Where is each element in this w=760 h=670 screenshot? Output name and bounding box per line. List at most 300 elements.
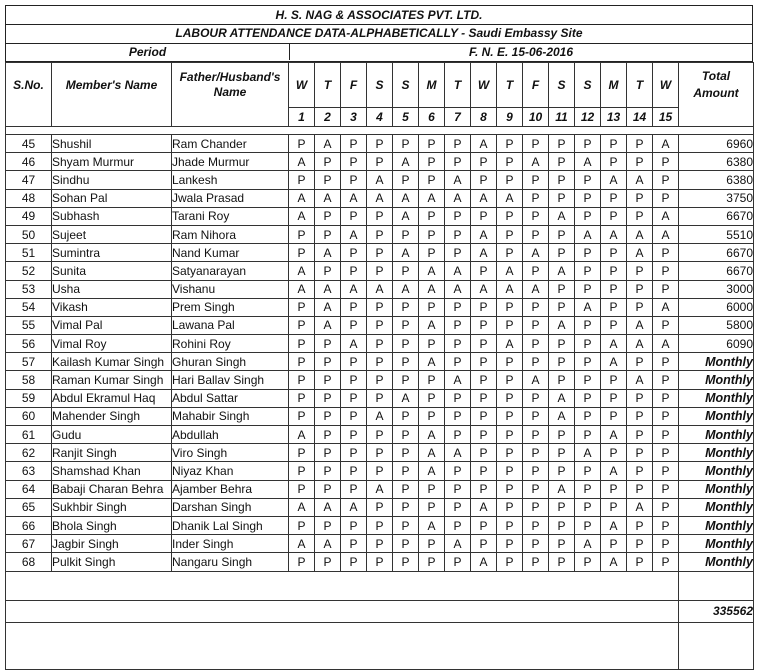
- serial-number: 58: [6, 371, 52, 389]
- attendance-mark: P: [367, 426, 393, 444]
- day-header: T: [497, 63, 523, 108]
- serial-number: 50: [6, 225, 52, 243]
- table-row: [6, 407, 754, 425]
- attendance-mark: P: [627, 353, 653, 371]
- attendance-mark: P: [289, 335, 315, 353]
- father-name: Prem Singh: [172, 298, 289, 316]
- attendance-mark: A: [419, 444, 445, 462]
- attendance-mark: P: [341, 244, 367, 262]
- attendance-mark: P: [523, 426, 549, 444]
- attendance-mark: A: [445, 371, 471, 389]
- member-name: Vimal Roy: [52, 335, 172, 353]
- attendance-mark: A: [523, 280, 549, 298]
- father-name-header: Father/Husband's Name: [172, 63, 289, 108]
- attendance-mark: P: [367, 298, 393, 316]
- table-row: [6, 498, 754, 516]
- attendance-mark: P: [289, 553, 315, 571]
- attendance-mark: P: [523, 480, 549, 498]
- member-name: Jagbir Singh: [52, 535, 172, 553]
- attendance-mark: P: [627, 135, 653, 153]
- serial-number: 60: [6, 407, 52, 425]
- table-row: [6, 516, 754, 534]
- serial-number: 54: [6, 298, 52, 316]
- attendance-mark: A: [601, 553, 627, 571]
- day-header: M: [419, 63, 445, 108]
- attendance-mark: A: [289, 498, 315, 516]
- attendance-mark: P: [523, 389, 549, 407]
- serial-number: 62: [6, 444, 52, 462]
- attendance-mark: P: [315, 225, 341, 243]
- attendance-mark: A: [471, 244, 497, 262]
- attendance-mark: P: [393, 262, 419, 280]
- attendance-mark: P: [315, 353, 341, 371]
- attendance-mark: P: [549, 535, 575, 553]
- attendance-mark: A: [471, 225, 497, 243]
- attendance-mark: P: [471, 153, 497, 171]
- attendance-mark: A: [393, 389, 419, 407]
- attendance-mark: P: [289, 389, 315, 407]
- period-label: Period: [128, 45, 167, 59]
- attendance-mark: P: [471, 516, 497, 534]
- attendance-mark: P: [367, 135, 393, 153]
- attendance-table: [5, 62, 754, 670]
- attendance-mark: P: [289, 462, 315, 480]
- attendance-mark: A: [549, 207, 575, 225]
- attendance-mark: A: [601, 353, 627, 371]
- day-header: W: [471, 63, 497, 108]
- total-amount: Monthly: [679, 353, 754, 371]
- attendance-mark: P: [445, 316, 471, 334]
- table-row: [6, 535, 754, 553]
- member-name: Kailash Kumar Singh: [52, 353, 172, 371]
- attendance-mark: P: [601, 444, 627, 462]
- attendance-mark: A: [471, 135, 497, 153]
- sheet-subtitle: LABOUR ATTENDANCE DATA-ALPHABETICALLY - Saudi Embassy Site: [5, 25, 753, 44]
- attendance-mark: P: [471, 262, 497, 280]
- attendance-mark: P: [289, 298, 315, 316]
- member-name: Sohan Pal: [52, 189, 172, 207]
- attendance-mark: P: [549, 444, 575, 462]
- attendance-mark: P: [627, 535, 653, 553]
- attendance-mark: P: [523, 189, 549, 207]
- attendance-mark: P: [653, 262, 679, 280]
- attendance-mark: P: [653, 280, 679, 298]
- father-name: Vishanu: [172, 280, 289, 298]
- day-header: T: [627, 63, 653, 108]
- attendance-mark: P: [549, 171, 575, 189]
- attendance-mark: P: [289, 371, 315, 389]
- serial-number: 63: [6, 462, 52, 480]
- attendance-mark: P: [393, 426, 419, 444]
- attendance-mark: P: [445, 298, 471, 316]
- attendance-mark: P: [367, 262, 393, 280]
- attendance-mark: P: [471, 207, 497, 225]
- attendance-mark: P: [523, 516, 549, 534]
- attendance-mark: P: [315, 426, 341, 444]
- attendance-mark: P: [627, 462, 653, 480]
- father-name: Ajamber Behra: [172, 480, 289, 498]
- attendance-mark: A: [289, 426, 315, 444]
- serial-number: 55: [6, 316, 52, 334]
- attendance-mark: P: [575, 135, 601, 153]
- attendance-mark: A: [341, 189, 367, 207]
- attendance-mark: A: [393, 280, 419, 298]
- day-header: W: [653, 63, 679, 108]
- attendance-mark: P: [471, 426, 497, 444]
- attendance-mark: A: [315, 535, 341, 553]
- table-row: [6, 462, 754, 480]
- attendance-mark: P: [419, 535, 445, 553]
- member-name: Shushil: [52, 135, 172, 153]
- fortnight-ending: F. N. E. 15-06-2016: [289, 44, 752, 60]
- attendance-mark: A: [341, 280, 367, 298]
- attendance-mark: P: [393, 316, 419, 334]
- member-name: Abdul Ekramul Haq: [52, 389, 172, 407]
- attendance-mark: P: [471, 407, 497, 425]
- attendance-mark: P: [549, 244, 575, 262]
- total-amount: 5510: [679, 225, 754, 243]
- attendance-mark: P: [497, 316, 523, 334]
- serial-number: 53: [6, 280, 52, 298]
- attendance-mark: P: [653, 535, 679, 553]
- attendance-mark: A: [419, 280, 445, 298]
- attendance-mark: P: [549, 516, 575, 534]
- attendance-mark: P: [393, 480, 419, 498]
- attendance-mark: A: [549, 262, 575, 280]
- father-name: Tarani Roy: [172, 207, 289, 225]
- member-name: Sujeet: [52, 225, 172, 243]
- attendance-mark: P: [575, 189, 601, 207]
- attendance-mark: P: [445, 389, 471, 407]
- attendance-rows: [6, 135, 754, 572]
- attendance-mark: P: [367, 316, 393, 334]
- attendance-mark: A: [471, 498, 497, 516]
- attendance-mark: A: [575, 298, 601, 316]
- attendance-mark: P: [497, 535, 523, 553]
- member-name: Ranjit Singh: [52, 444, 172, 462]
- attendance-mark: P: [549, 135, 575, 153]
- attendance-mark: P: [341, 298, 367, 316]
- attendance-mark: P: [393, 516, 419, 534]
- attendance-mark: P: [497, 462, 523, 480]
- attendance-mark: P: [289, 516, 315, 534]
- serial-number: 65: [6, 498, 52, 516]
- attendance-mark: P: [341, 444, 367, 462]
- father-name: Jhade Murmur: [172, 153, 289, 171]
- attendance-mark: P: [497, 353, 523, 371]
- attendance-mark: P: [445, 335, 471, 353]
- attendance-mark: A: [575, 444, 601, 462]
- attendance-mark: P: [445, 153, 471, 171]
- attendance-mark: A: [601, 225, 627, 243]
- attendance-mark: P: [471, 316, 497, 334]
- day-header: S: [575, 63, 601, 108]
- attendance-mark: A: [627, 316, 653, 334]
- attendance-mark: P: [653, 171, 679, 189]
- attendance-mark: A: [471, 280, 497, 298]
- attendance-mark: P: [419, 389, 445, 407]
- attendance-mark: P: [367, 389, 393, 407]
- attendance-mark: P: [549, 225, 575, 243]
- day-header: S: [393, 63, 419, 108]
- attendance-mark: P: [471, 353, 497, 371]
- attendance-mark: P: [393, 407, 419, 425]
- attendance-mark: P: [627, 426, 653, 444]
- attendance-mark: A: [653, 335, 679, 353]
- attendance-mark: A: [653, 298, 679, 316]
- attendance-mark: P: [601, 280, 627, 298]
- total-amount: Monthly: [679, 444, 754, 462]
- attendance-mark: P: [445, 225, 471, 243]
- attendance-mark: P: [341, 462, 367, 480]
- day-header: S: [367, 63, 393, 108]
- attendance-mark: P: [523, 407, 549, 425]
- attendance-mark: A: [627, 171, 653, 189]
- attendance-mark: A: [341, 498, 367, 516]
- attendance-mark: P: [575, 316, 601, 334]
- day-number: 1: [289, 108, 315, 127]
- attendance-mark: P: [575, 353, 601, 371]
- attendance-mark: A: [419, 462, 445, 480]
- attendance-mark: P: [627, 444, 653, 462]
- attendance-mark: P: [419, 207, 445, 225]
- attendance-mark: P: [393, 553, 419, 571]
- attendance-mark: P: [445, 480, 471, 498]
- member-name: Shyam Murmur: [52, 153, 172, 171]
- attendance-mark: P: [367, 353, 393, 371]
- grand-total: 335562: [679, 600, 754, 622]
- father-name: Hari Ballav Singh: [172, 371, 289, 389]
- attendance-mark: A: [419, 262, 445, 280]
- attendance-mark: P: [367, 535, 393, 553]
- father-name: Abdullah: [172, 426, 289, 444]
- attendance-mark: P: [497, 553, 523, 571]
- total-amount: 6000: [679, 298, 754, 316]
- attendance-mark: P: [445, 498, 471, 516]
- table-row: [6, 135, 754, 153]
- attendance-mark: P: [497, 135, 523, 153]
- attendance-mark: P: [653, 426, 679, 444]
- attendance-mark: P: [315, 480, 341, 498]
- father-name: Inder Singh: [172, 535, 289, 553]
- attendance-mark: P: [419, 498, 445, 516]
- attendance-mark: A: [367, 280, 393, 298]
- father-name: Lankesh: [172, 171, 289, 189]
- attendance-mark: P: [497, 207, 523, 225]
- table-row: [6, 280, 754, 298]
- total-amount: 3000: [679, 280, 754, 298]
- attendance-mark: A: [627, 371, 653, 389]
- attendance-mark: P: [445, 207, 471, 225]
- attendance-mark: A: [315, 498, 341, 516]
- attendance-mark: P: [367, 462, 393, 480]
- member-name: Subhash: [52, 207, 172, 225]
- attendance-mark: P: [393, 171, 419, 189]
- attendance-mark: P: [341, 316, 367, 334]
- serial-number: 59: [6, 389, 52, 407]
- attendance-mark: A: [419, 189, 445, 207]
- total-amount: Monthly: [679, 535, 754, 553]
- member-name: Sukhbir Singh: [52, 498, 172, 516]
- attendance-mark: P: [419, 335, 445, 353]
- attendance-mark: P: [653, 153, 679, 171]
- attendance-mark: P: [601, 316, 627, 334]
- day-header: F: [523, 63, 549, 108]
- attendance-mark: P: [627, 262, 653, 280]
- attendance-mark: P: [601, 135, 627, 153]
- attendance-mark: P: [393, 371, 419, 389]
- attendance-mark: P: [341, 135, 367, 153]
- attendance-mark: P: [523, 535, 549, 553]
- father-name: Ram Chander: [172, 135, 289, 153]
- father-name: Abdul Sattar: [172, 389, 289, 407]
- attendance-mark: A: [653, 225, 679, 243]
- father-name: Mahabir Singh: [172, 407, 289, 425]
- attendance-mark: P: [393, 335, 419, 353]
- attendance-mark: A: [367, 480, 393, 498]
- attendance-mark: P: [289, 171, 315, 189]
- attendance-mark: P: [523, 462, 549, 480]
- attendance-mark: A: [289, 535, 315, 553]
- father-name: Nangaru Singh: [172, 553, 289, 571]
- attendance-mark: P: [393, 353, 419, 371]
- attendance-mark: P: [419, 371, 445, 389]
- attendance-mark: P: [445, 516, 471, 534]
- attendance-mark: P: [445, 353, 471, 371]
- attendance-mark: P: [471, 462, 497, 480]
- attendance-mark: P: [419, 553, 445, 571]
- attendance-mark: P: [549, 280, 575, 298]
- attendance-mark: P: [419, 407, 445, 425]
- attendance-mark: P: [549, 298, 575, 316]
- member-name: Sunita: [52, 262, 172, 280]
- attendance-mark: P: [419, 480, 445, 498]
- member-name: Gudu: [52, 426, 172, 444]
- attendance-mark: P: [497, 426, 523, 444]
- total-amount: 3750: [679, 189, 754, 207]
- table-row: [6, 244, 754, 262]
- attendance-mark: P: [289, 225, 315, 243]
- attendance-mark: P: [601, 371, 627, 389]
- attendance-mark: P: [341, 389, 367, 407]
- serial-number: 45: [6, 135, 52, 153]
- attendance-mark: A: [627, 498, 653, 516]
- day-number: 10: [523, 108, 549, 127]
- attendance-mark: P: [315, 262, 341, 280]
- father-name: Dhanik Lal Singh: [172, 516, 289, 534]
- attendance-mark: P: [419, 244, 445, 262]
- attendance-mark: P: [341, 171, 367, 189]
- attendance-mark: P: [523, 298, 549, 316]
- total-amount: Monthly: [679, 553, 754, 571]
- attendance-mark: P: [627, 207, 653, 225]
- attendance-mark: P: [471, 335, 497, 353]
- attendance-mark: P: [575, 516, 601, 534]
- attendance-mark: A: [315, 316, 341, 334]
- attendance-mark: P: [575, 262, 601, 280]
- attendance-mark: P: [601, 480, 627, 498]
- day-header: M: [601, 63, 627, 108]
- attendance-mark: P: [315, 371, 341, 389]
- day-number: 12: [575, 108, 601, 127]
- attendance-mark: P: [315, 462, 341, 480]
- serial-number: 49: [6, 207, 52, 225]
- table-row: [6, 298, 754, 316]
- attendance-mark: P: [393, 535, 419, 553]
- attendance-mark: P: [575, 244, 601, 262]
- attendance-mark: A: [315, 189, 341, 207]
- attendance-mark: P: [393, 462, 419, 480]
- attendance-mark: P: [315, 153, 341, 171]
- total-amount: 6670: [679, 262, 754, 280]
- attendance-mark: A: [315, 135, 341, 153]
- member-name-header: Member's Name: [52, 63, 172, 108]
- attendance-mark: P: [445, 462, 471, 480]
- attendance-mark: P: [315, 171, 341, 189]
- attendance-mark: A: [575, 153, 601, 171]
- attendance-mark: P: [575, 207, 601, 225]
- attendance-mark: P: [341, 407, 367, 425]
- attendance-mark: P: [471, 535, 497, 553]
- attendance-mark: P: [471, 480, 497, 498]
- father-name: Satyanarayan: [172, 262, 289, 280]
- attendance-mark: P: [497, 244, 523, 262]
- attendance-mark: A: [601, 335, 627, 353]
- attendance-mark: P: [549, 189, 575, 207]
- total-amount: 6670: [679, 207, 754, 225]
- attendance-mark: P: [575, 335, 601, 353]
- attendance-mark: A: [419, 316, 445, 334]
- serial-number: 66: [6, 516, 52, 534]
- attendance-mark: P: [289, 353, 315, 371]
- attendance-mark: A: [549, 316, 575, 334]
- attendance-mark: P: [497, 444, 523, 462]
- table-row: [6, 207, 754, 225]
- total-amount: 6380: [679, 171, 754, 189]
- attendance-mark: P: [419, 153, 445, 171]
- attendance-mark: P: [653, 371, 679, 389]
- attendance-mark: P: [549, 498, 575, 516]
- attendance-mark: P: [601, 298, 627, 316]
- attendance-mark: P: [341, 207, 367, 225]
- father-name: Niyaz Khan: [172, 462, 289, 480]
- father-name: Ram Nihora: [172, 225, 289, 243]
- attendance-mark: P: [549, 426, 575, 444]
- attendance-mark: P: [601, 389, 627, 407]
- attendance-mark: A: [341, 335, 367, 353]
- attendance-mark: P: [289, 444, 315, 462]
- serial-number: 56: [6, 335, 52, 353]
- attendance-mark: P: [393, 298, 419, 316]
- attendance-mark: P: [315, 389, 341, 407]
- attendance-mark: P: [341, 353, 367, 371]
- attendance-mark: P: [445, 426, 471, 444]
- attendance-mark: A: [497, 280, 523, 298]
- day-number: 3: [341, 108, 367, 127]
- attendance-mark: P: [445, 135, 471, 153]
- attendance-mark: P: [367, 244, 393, 262]
- attendance-mark: A: [471, 189, 497, 207]
- attendance-mark: A: [627, 335, 653, 353]
- total-amount: 6960: [679, 135, 754, 153]
- total-amount: Monthly: [679, 516, 754, 534]
- attendance-mark: P: [523, 207, 549, 225]
- attendance-mark: P: [367, 207, 393, 225]
- attendance-mark: P: [341, 553, 367, 571]
- attendance-mark: A: [497, 262, 523, 280]
- member-name: Mahender Singh: [52, 407, 172, 425]
- attendance-mark: A: [627, 244, 653, 262]
